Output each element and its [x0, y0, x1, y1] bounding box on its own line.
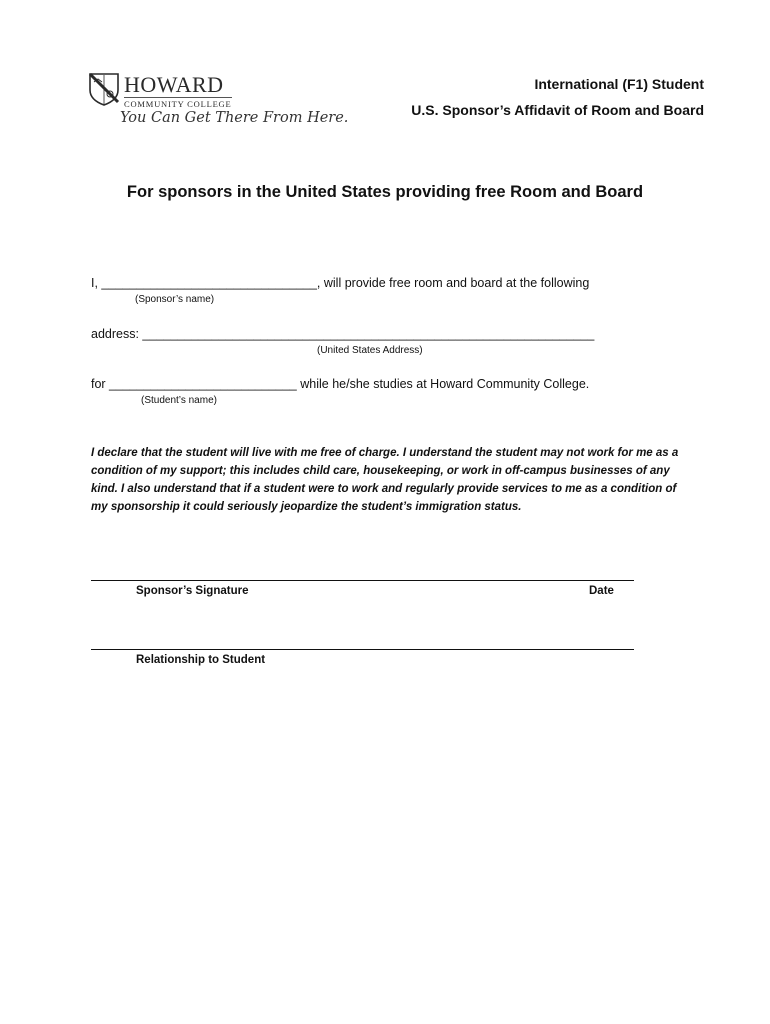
relationship-label: Relationship to Student: [136, 654, 266, 666]
header-line-1: International (F1) Student: [534, 76, 704, 92]
date-label: Date: [589, 585, 614, 597]
logo-wordmark: HOWARD: [124, 72, 224, 97]
relationship-line: [91, 649, 634, 650]
declaration-paragraph: I declare that the student will live with me free of charge. I understand the student may not work for me as a condition of my support; this includes child care, housekeeping, or work in off-campus businesses of any kind. I also understand that if a student were to work and regularly provide services to me as a condition of my sponsorship it could seriously jeopardize the student’s immigration status.: [91, 447, 679, 513]
sponsor-signature-label: Sponsor’s Signature: [136, 585, 249, 597]
page-title: For sponsors in the United States providing free Room and Board: [126, 183, 644, 201]
header-line-2: U.S. Sponsor’s Affidavit of Room and Board: [411, 102, 704, 118]
logo-subtitle: COMMUNITY COLLEGE: [124, 99, 232, 109]
sponsor-signature-line: [91, 580, 634, 581]
address-line: address: _________________________________________________________________: [91, 327, 595, 341]
logo-tagline: You Can Get There From Here.: [120, 110, 349, 126]
sponsor-name-caption: (Sponsor’s name): [135, 294, 215, 305]
student-name-caption: (Student’s name): [141, 395, 217, 406]
college-logo: [88, 70, 349, 132]
sponsor-name-line: I, _______________________________, will provide free room and board at the following: [91, 276, 590, 290]
crest-icon: [88, 72, 120, 106]
address-caption: (United States Address): [317, 345, 423, 356]
student-name-line: for ___________________________ while he/she studies at Howard Community College.: [91, 377, 590, 391]
